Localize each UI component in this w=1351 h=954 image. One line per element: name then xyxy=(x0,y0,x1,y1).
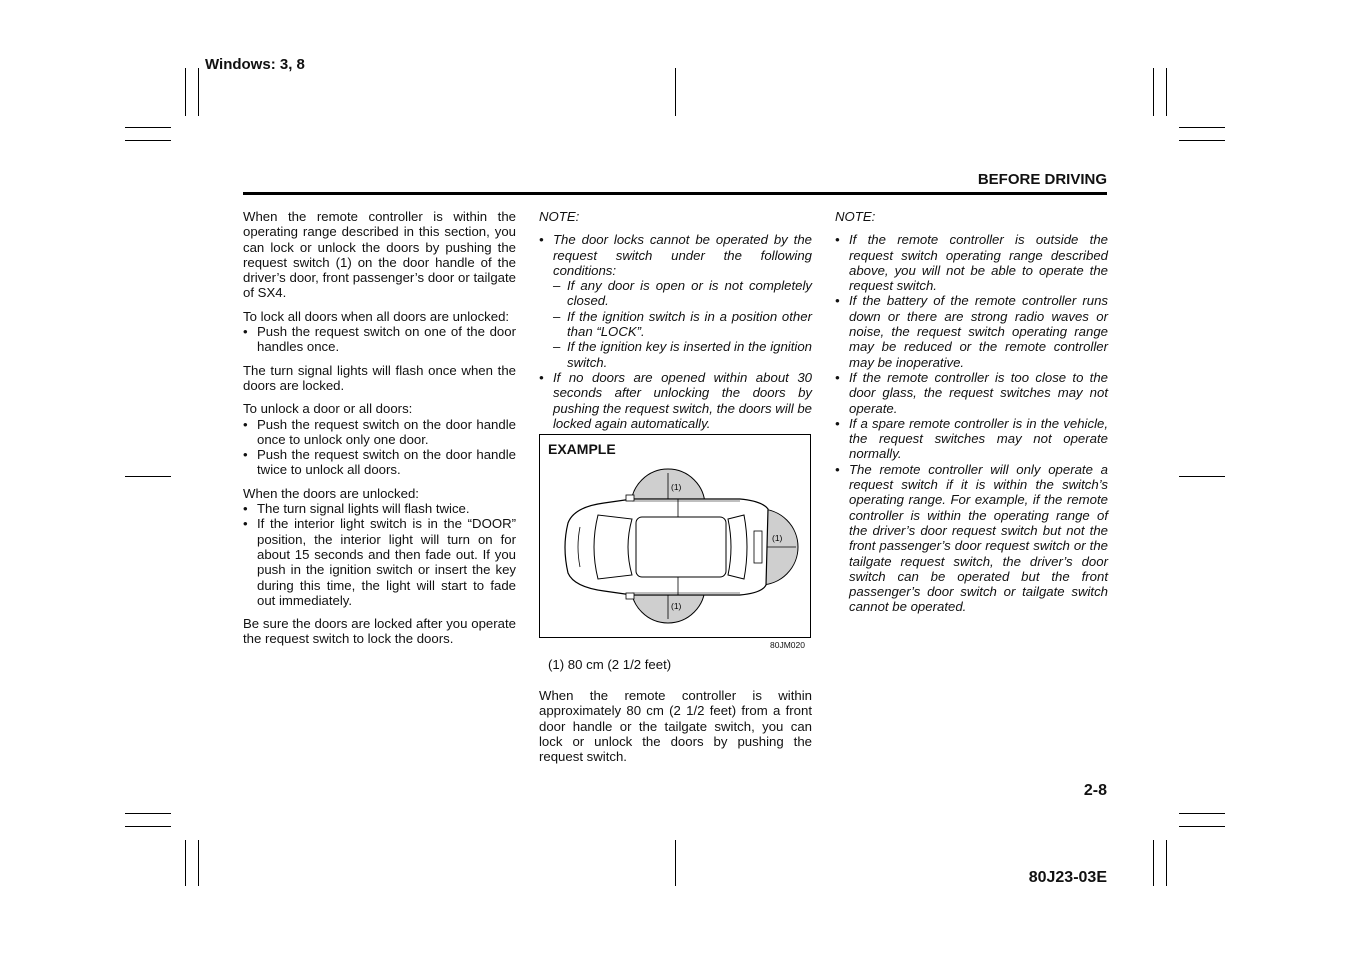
list-item: • If the interior light switch is in the “DOOR” position, the interior light will turn on for about 15 seconds and then fade out. If you push in the ignition switch or insert the key during this time, the light will start to fade out immediately. xyxy=(243,516,516,608)
unlock-list xyxy=(243,417,516,478)
list-item: • The turn signal lights will flash twice. xyxy=(243,501,516,516)
list-item: • If the battery of the remote controller runs down or there are strong radio waves or noise, the request switch operating range may be reduced or the remote controller may be inoperative. xyxy=(835,293,1108,369)
crop-mark xyxy=(1153,840,1154,886)
car-windshield xyxy=(594,515,632,579)
figure-caption: (1) 80 cm (2 1/2 feet) xyxy=(548,657,672,672)
marker-label: (1) xyxy=(671,482,682,492)
crop-mark xyxy=(125,140,171,141)
column-1 xyxy=(243,209,516,655)
sub-list xyxy=(553,278,812,370)
page-number: 2-8 xyxy=(1083,782,1107,799)
header-rule xyxy=(243,192,1107,195)
car-roof xyxy=(636,517,726,577)
example-figure xyxy=(539,434,811,638)
crop-mark xyxy=(198,68,199,116)
column-3 xyxy=(835,209,1108,623)
figure-code: 80JM020 xyxy=(770,640,805,650)
windows-label: Windows: 3, 8 xyxy=(205,56,305,73)
crop-mark xyxy=(198,840,199,886)
column-2 xyxy=(539,209,812,431)
list-item: • Push the request switch on one of the door handles once. xyxy=(243,324,516,355)
crop-mark xyxy=(1179,476,1225,477)
sub-item: – If any door is open or is not completely closed. xyxy=(553,278,812,309)
crop-mark xyxy=(675,68,676,116)
unlocked-list xyxy=(243,501,516,608)
crop-mark xyxy=(125,476,171,477)
note-list xyxy=(835,232,1108,614)
doc-code: 80J23-03E xyxy=(1028,869,1107,886)
mirror-left xyxy=(626,495,634,501)
note-list xyxy=(539,232,812,431)
crop-mark xyxy=(1179,140,1225,141)
range-paragraph: When the remote controller is within approximately 80 cm (2 1/2 feet) from a front door handle or the tailgate switch, you can lock or unlock the doors by pushing the request switch. xyxy=(539,688,812,765)
lock-result: The turn signal lights will flash once when the doors are locked. xyxy=(243,362,516,393)
list-item: • If a spare remote controller is in the vehicle, the request switches may not operate normally. xyxy=(835,416,1108,462)
marker-label: (1) xyxy=(671,601,682,611)
crop-mark xyxy=(185,68,186,116)
note-label: NOTE: xyxy=(835,209,876,224)
crop-mark xyxy=(125,826,171,827)
list-item: • If the remote controller is too close to the door glass, the request switches may not operate. xyxy=(835,370,1108,416)
tailgate-handle xyxy=(754,531,762,563)
unlock-heading: To unlock a door or all doors: xyxy=(243,401,413,417)
car-diagram xyxy=(540,435,810,637)
list-item: • Push the request switch on the door handle once to unlock only one door. xyxy=(243,417,516,448)
crop-mark xyxy=(185,840,186,886)
marker-label: (1) xyxy=(772,533,783,543)
sub-item: – If the ignition key is inserted in the ignition switch. xyxy=(553,339,812,370)
lock-list xyxy=(243,324,516,355)
crop-mark xyxy=(1179,127,1225,128)
car-rear-window xyxy=(728,515,747,579)
mirror-right xyxy=(626,593,634,599)
list-item: • Push the request switch on the door handle twice to unlock all doors. xyxy=(243,447,516,478)
crop-mark xyxy=(1179,826,1225,827)
list-item: • If no doors are opened within about 30 seconds after unlocking the doors by pushing the request switch, the doors will be locked again automatically. xyxy=(539,370,812,431)
crop-mark xyxy=(125,813,171,814)
list-item xyxy=(539,232,812,370)
sub-item: – If the ignition switch is in a position other than “LOCK”. xyxy=(553,309,812,340)
section-title: BEFORE DRIVING xyxy=(977,171,1107,188)
closing-paragraph: Be sure the doors are locked after you operate the request switch to lock the doors. xyxy=(243,616,516,647)
note-text: The door locks cannot be operated by the request switch under the following conditions: xyxy=(553,232,812,278)
crop-mark xyxy=(1153,68,1154,116)
lock-heading: To lock all doors when all doors are unlocked: xyxy=(243,308,510,324)
figure-title: EXAMPLE xyxy=(548,441,616,457)
crop-mark xyxy=(1166,68,1167,116)
intro-paragraph: When the remote controller is within the operating range described in this section, you can lock or unlock the doors by pushing the request switch (1) on the door handle of the driver’s door, front passenger’s door or tailgate of SX4. xyxy=(243,209,516,301)
list-item: • If the remote controller is outside the request switch operating range described above, you will not be able to operate the request switch. xyxy=(835,232,1108,293)
note-label: NOTE: xyxy=(539,209,580,224)
crop-mark xyxy=(675,840,676,886)
crop-mark xyxy=(125,127,171,128)
crop-mark xyxy=(1166,840,1167,886)
list-item: • The remote controller will only operate a request switch if it is within the switch’s operating range. For example, if the remote controller is within the operating range of the driver’s door request switch but not the front passenger’s door request switch or the tailgate request switch, the driver’s door switch can be operated but the front passenger’s door switch or tailgate switch cannot be operated. xyxy=(835,462,1108,615)
unlocked-heading: When the doors are unlocked: xyxy=(243,485,419,501)
crop-mark xyxy=(1179,813,1225,814)
